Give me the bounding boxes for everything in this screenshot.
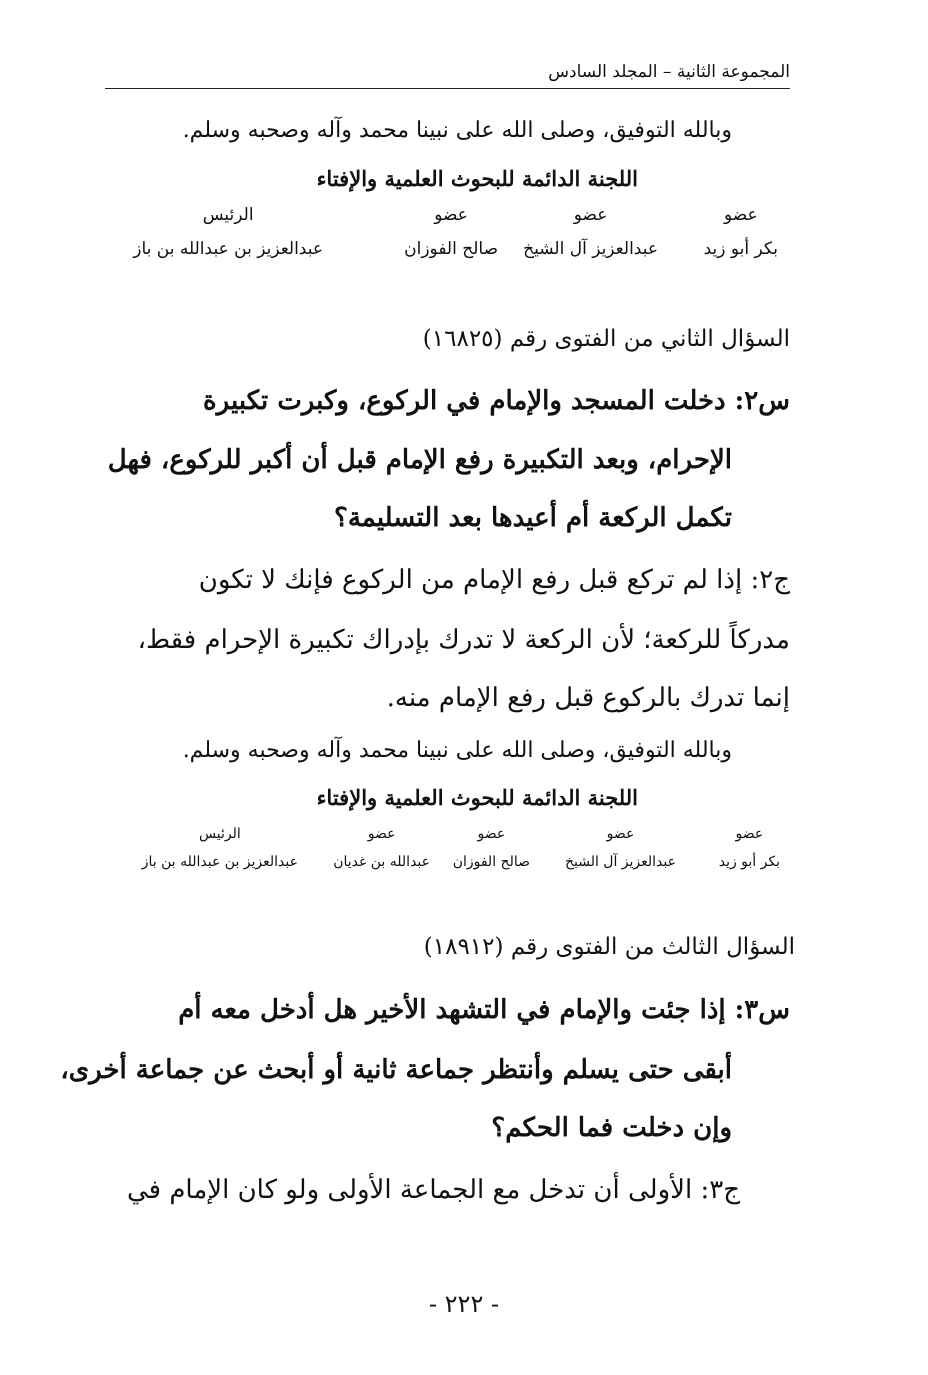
signature-2-4 [333,826,430,870]
signature-2-5 [142,826,298,870]
signature-role: عضو [434,205,468,225]
question-3-line-2: أبقى حتى يسلم وأنتظر جماعة ثانية أو أبحث عن جماعة أخرى، [60,1055,732,1085]
page-number: - ٢٢٢ - [428,1290,500,1318]
signature-name: عبدالعزيز آل الشيخ [523,239,658,259]
signature-role: عضو [477,826,506,842]
committee-name-1: اللجنة الدائمة للبحوث العلمية والإفتاء [316,166,638,191]
answer-2-line-1: ج٢: إذا لم تركع قبل رفع الإمام من الركوع فإنك لا تكون [198,565,790,595]
signature-role: عضو [723,205,758,225]
signature-role: عضو [606,826,635,842]
answer-3-line-1: ج٣: الأولى أن تدخل مع الجماعة الأولى ولو كان الإمام في [126,1175,740,1205]
signature-2-2 [565,826,676,870]
question-3-line-3: وإن دخلت فما الحكم؟ [491,1113,732,1143]
signature-name: عبدالعزيز بن عبدالله بن باز [133,239,323,259]
signature-2-3 [453,826,530,870]
signature-role: عضو [735,826,764,842]
closing-prayer-1: وبالله التوفيق، وصلى الله على نبينا محمد وآله وصحبه وسلم. [182,118,732,143]
signature-name: عبدالعزيز بن عبدالله بن باز [141,854,298,870]
signature-role: الرئيس [198,826,241,842]
question-2-line-2: الإحرام، وبعد التكبيرة رفع الإمام قبل أن أكبر للركوع، فهل [107,445,732,475]
question-3-title: السؤال الثالث من الفتوى رقم (١٨٩١٢) [423,934,795,960]
signature-2-1 [719,826,780,870]
committee-name-2: اللجنة الدائمة للبحوث العلمية والإفتاء [316,785,638,810]
question-2-line-1: س٢: دخلت المسجد والإمام في الركوع، وكبرت تكبيرة [203,386,790,416]
signature-1-3 [404,205,498,259]
question-2-title: السؤال الثاني من الفتوى رقم (١٦٨٢٥) [422,326,790,352]
signature-1-4 [133,205,323,259]
signature-role: الرئيس [202,205,254,225]
signature-1-2 [523,205,658,259]
question-2-line-3: تكمل الركعة أم أعيدها بعد التسليمة؟ [334,503,732,533]
signature-role: عضو [367,826,396,842]
header-rule [105,88,790,89]
closing-prayer-2: وبالله التوفيق، وصلى الله على نبينا محمد وآله وصحبه وسلم. [182,738,732,763]
answer-2-line-2: مدركاً للركعة؛ لأن الركعة لا تدرك بإدراك تكبيرة الإحرام فقط، [137,625,790,655]
signature-1-1 [704,205,778,259]
running-header: المجموعة الثانية – المجلد السادس [548,62,790,82]
signature-role: عضو [573,205,608,225]
answer-2-line-3: إنما تدرك بالركوع قبل رفع الإمام منه. [386,683,790,713]
signature-name: بكر أبو زيد [703,239,778,259]
signature-name: عبدالله بن غديان [333,854,430,870]
signature-name: بكر أبو زيد [718,854,780,870]
signature-name: صالح الفوزان [404,239,498,259]
signature-name: صالح الفوزان [452,854,530,870]
signature-name: عبدالعزيز آل الشيخ [564,854,676,870]
question-3-line-1: س٣: إذا جئت والإمام في التشهد الأخير هل أدخل معه أم [178,995,790,1025]
